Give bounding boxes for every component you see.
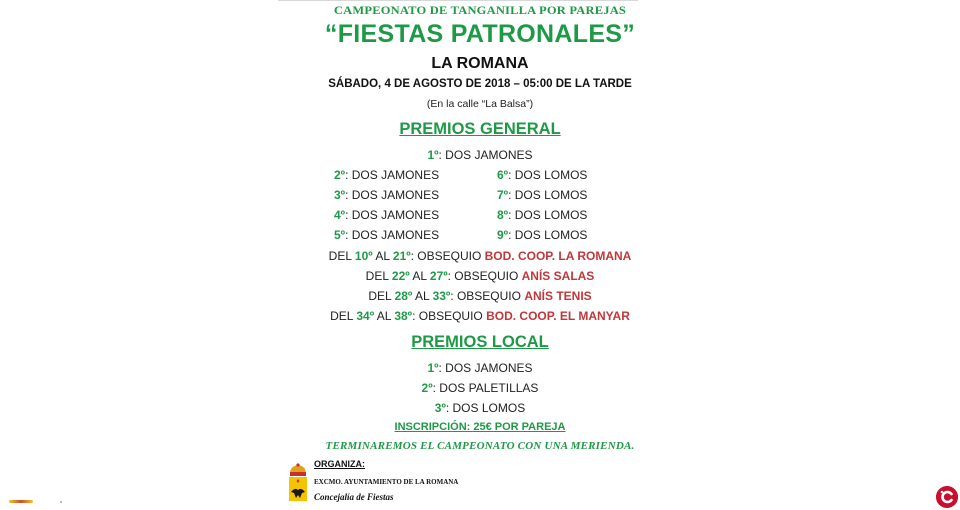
obsequio-label: : OBSEQUIO	[447, 269, 522, 283]
gift-range-3	[0, 289, 960, 303]
prize: : DOS JAMONES	[438, 148, 533, 162]
from-place: 22º	[391, 269, 410, 283]
obsequio-label: : OBSEQUIO	[410, 249, 485, 263]
site-logo-icon[interactable]	[936, 486, 958, 508]
dot-decoration	[60, 501, 62, 503]
prize: : DOS JAMONES	[345, 208, 440, 222]
place: 9º	[497, 228, 509, 242]
town-crest-icon	[287, 462, 309, 502]
prize: : DOS LOMOS	[508, 228, 588, 242]
to-place: 33º	[432, 289, 451, 303]
obsequio-label: : OBSEQUIO	[412, 309, 487, 323]
al-label: AL	[372, 249, 393, 263]
del-label: DEL	[368, 289, 395, 303]
to-place: 21º	[392, 249, 411, 263]
al-label: AL	[374, 309, 395, 323]
general-prize-8	[497, 208, 587, 222]
prize: : DOS JAMONES	[345, 168, 440, 182]
del-label: DEL	[328, 249, 355, 263]
general-prize-3	[334, 188, 439, 202]
prize: : DOS JAMONES	[438, 361, 533, 375]
gift-range-2	[0, 269, 960, 283]
prize: : DOS JAMONES	[345, 228, 440, 242]
place: 8º	[497, 208, 509, 222]
place: 1º	[427, 148, 439, 162]
event-location: (En la calle “La Balsa”)	[426, 98, 534, 110]
organizer-entity: EXCMO. AYUNTAMIENTO DE LA ROMANA	[314, 478, 459, 486]
obsequio-label: : OBSEQUIO	[450, 289, 525, 303]
place: 2º	[421, 381, 433, 395]
gift-range-1	[0, 249, 960, 263]
place: 3º	[334, 188, 346, 202]
del-label: DEL	[330, 309, 357, 323]
championship-title: CAMPEONATO DE TANGANILLA POR PAREJAS	[333, 3, 627, 17]
place: 4º	[334, 208, 346, 222]
prize: : DOS LOMOS	[508, 168, 588, 182]
place: 5º	[334, 228, 346, 242]
inscription-fee: INSCRIPCIÓN: 25€ POR PAREJA	[394, 421, 566, 433]
prize: : DOS LOMOS	[508, 188, 588, 202]
town-name: LA ROMANA	[431, 55, 529, 72]
place: 3º	[434, 401, 446, 415]
place: 6º	[497, 168, 509, 182]
local-prize-2	[0, 381, 960, 395]
event-datetime: SÁBADO, 4 DE AGOSTO DE 2018 – 05:00 DE LA TARDE	[328, 78, 632, 90]
prize: : DOS LOMOS	[445, 401, 526, 415]
general-prize-9	[497, 228, 587, 242]
flag-stripe-icon	[9, 500, 33, 503]
organizer-department: Concejalía de Fiestas	[314, 492, 394, 502]
general-prize-6	[497, 168, 587, 182]
place: 1º	[427, 361, 439, 375]
prize: : DOS PALETILLAS	[432, 381, 539, 395]
gift-range-4	[0, 309, 960, 323]
sponsor: BOD. COOP. LA ROMANA	[484, 249, 632, 263]
place: 7º	[497, 188, 509, 202]
general-prizes-heading: PREMIOS GENERAL	[399, 120, 561, 138]
closing-note: TERMINAREMOS EL CAMPEONATO CON UNA MERIENDA.	[325, 440, 635, 452]
al-label: AL	[409, 269, 430, 283]
general-prize-5	[334, 228, 439, 242]
local-prize-3	[0, 401, 960, 415]
place: 2º	[334, 168, 346, 182]
top-border	[278, 0, 638, 1]
to-place: 38º	[394, 309, 413, 323]
local-prizes-heading: PREMIOS LOCAL	[411, 333, 549, 351]
sponsor: ANÍS SALAS	[521, 269, 595, 283]
from-place: 10º	[354, 249, 373, 263]
local-prize-1	[0, 361, 960, 375]
event-title: “FIESTAS PATRONALES”	[324, 20, 636, 48]
general-prize-1	[0, 148, 960, 162]
sponsor: BOD. COOP. EL MANYAR	[486, 309, 630, 323]
sponsor: ANÍS TENIS	[524, 289, 592, 303]
organizer-label: ORGANIZA:	[314, 459, 365, 469]
al-label: AL	[412, 289, 433, 303]
to-place: 27º	[429, 269, 448, 283]
general-prize-4	[334, 208, 439, 222]
prize: : DOS LOMOS	[508, 208, 588, 222]
prize: : DOS JAMONES	[345, 188, 440, 202]
general-prize-2	[334, 168, 439, 182]
from-place: 34º	[356, 309, 375, 323]
del-label: DEL	[365, 269, 392, 283]
from-place: 28º	[394, 289, 413, 303]
general-prize-7	[497, 188, 587, 202]
